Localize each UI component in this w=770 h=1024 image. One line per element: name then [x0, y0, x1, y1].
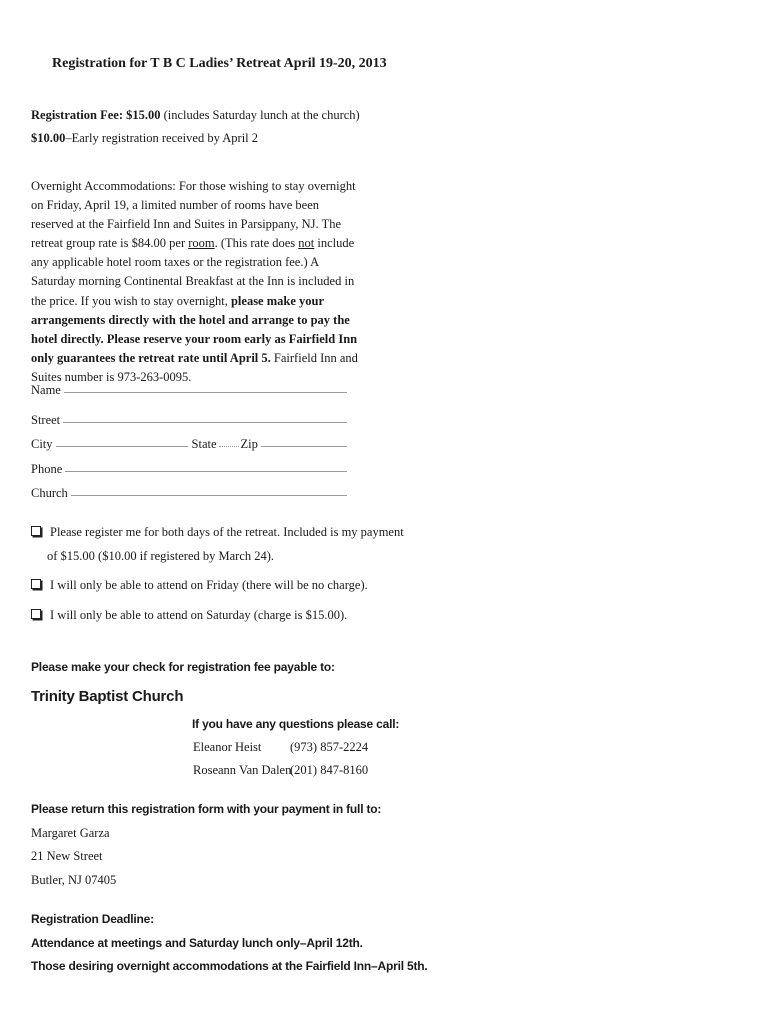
- overnight-room: room: [188, 236, 215, 251]
- name-row: [31, 378, 347, 398]
- state-input-line[interactable]: [219, 446, 239, 447]
- return-street: 21 New Street: [31, 849, 103, 863]
- church-row: [31, 481, 347, 501]
- phone-row: [31, 457, 347, 477]
- street-row: [31, 408, 347, 428]
- return-name: Margaret Garza: [31, 826, 110, 840]
- overnight-text-4: Fairfield Inn and Suites number is 973-263-0095.: [31, 350, 358, 384]
- option-saturday-text: I will only be able to attend on Saturday (charge is $15.00).: [50, 608, 348, 622]
- checkbox-icon[interactable]: [31, 579, 41, 589]
- overnight-bold: please make your arrangements directly with the hotel and arrange to pay the hotel directly. Please reserve your room early as Fairfield Inn only guarantees the retreat rate until April 5.: [31, 293, 358, 365]
- contact-phone-1: (973) 857-2224: [290, 740, 369, 754]
- overnight-text-2: . (This rate does: [214, 236, 299, 251]
- contacts-heading: If you have any questions please call:: [192, 717, 400, 731]
- phone-label: Phone: [31, 462, 63, 476]
- option-both-days-text: Please register me for both days of the retreat. Included is my payment: [50, 525, 404, 539]
- overnight-paragraph: [31, 177, 361, 387]
- state-label: State: [191, 437, 217, 451]
- street-input-line[interactable]: [63, 422, 347, 423]
- option-friday[interactable]: [31, 576, 368, 595]
- overnight-heading: Overnight Accommodations: [31, 179, 173, 193]
- phone-input-line[interactable]: [65, 471, 347, 472]
- option-both-days-line2: of $15.00 ($10.00 if registered by March 24).: [47, 549, 275, 563]
- city-row: [31, 432, 347, 452]
- early-registration: [31, 129, 258, 148]
- checkbox-icon[interactable]: [31, 609, 41, 619]
- option-both-days[interactable]: [31, 523, 404, 542]
- name-input-line[interactable]: [64, 392, 347, 393]
- contact-phone-2: (201) 847-8160: [290, 763, 369, 777]
- city-label: City: [31, 437, 53, 451]
- early-note: –Early registration received by April 2: [65, 131, 259, 145]
- street-label: Street: [31, 413, 61, 427]
- overnight-not: not: [298, 236, 315, 251]
- zip-label: Zip: [240, 437, 258, 451]
- zip-input-line[interactable]: [261, 446, 347, 447]
- contact-name-1: Eleanor Heist: [193, 740, 262, 754]
- fee-label: Registration Fee: $15.00: [31, 108, 161, 122]
- fee-note: (includes Saturday lunch at the church): [160, 108, 360, 122]
- deadline-line-2: Those desiring overnight accommodations at the Fairfield Inn–April 5th.: [31, 959, 428, 973]
- overnight-text-3: include any applicable hotel room taxes or the registration fee.) A Saturday morning Continental Breakfast at the Inn is included in the price. If you wish to stay overnight,: [31, 236, 355, 308]
- overnight-text-1: : For those wishing to stay overnight on Friday, April 19, a limited number of rooms have been reserved at the Fairfield Inn and Suites in Parsippany, NJ. The retreat group rate is $84.00 per: [31, 179, 356, 251]
- payable-heading: Please make your check for registration fee payable to:: [31, 660, 335, 674]
- contact-name-2: Roseann Van Dalen: [193, 763, 292, 777]
- option-friday-text: I will only be able to attend on Friday (there will be no charge).: [50, 578, 368, 592]
- page-title: Registration for T B C Ladies’ Retreat April 19-20, 2013: [52, 56, 387, 71]
- church-input-line[interactable]: [71, 495, 347, 496]
- option-saturday[interactable]: [31, 606, 347, 625]
- deadline-heading: Registration Deadline:: [31, 912, 154, 926]
- return-heading: Please return this registration form with your payment in full to:: [31, 802, 382, 816]
- deadline-line-1: Attendance at meetings and Saturday lunch only–April 12th.: [31, 936, 363, 950]
- name-label: Name: [31, 383, 61, 397]
- early-amount: $10.00: [31, 131, 66, 145]
- registration-fee: [31, 106, 360, 125]
- city-input-line[interactable]: [56, 446, 188, 447]
- checkbox-icon[interactable]: [31, 526, 41, 536]
- church-label: Church: [31, 486, 68, 500]
- return-city: Butler, NJ 07405: [31, 873, 117, 887]
- church-name: Trinity Baptist Church: [31, 688, 184, 705]
